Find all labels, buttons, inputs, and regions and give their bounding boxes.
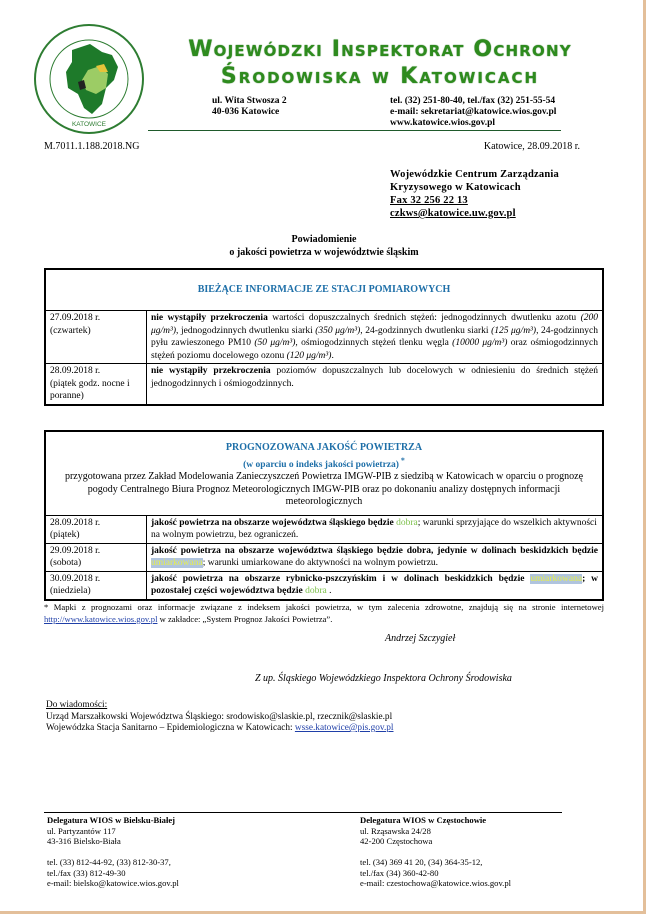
row-text-cell [147, 364, 604, 405]
cc-recipient-text: Wojewódzka Stacja Sanitarno – Epidemiologiczna w Katowicach: [46, 723, 295, 733]
branch-email: e-mail: czestochowa@katowice.wios.gov.pl [360, 878, 512, 888]
cc-heading: Do wiadomości: [46, 700, 108, 710]
row-day: (czwartek) [50, 325, 91, 336]
signatory-role: Z up. Śląskiego Wojewódzkiego Inspektora Ochrony Środowiska [255, 673, 512, 684]
svg-text:KATOWICE: KATOWICE [71, 121, 107, 128]
row-day: (niedziela) [50, 586, 91, 597]
row-text: jakość powietrza na obszarze województwa śląskiego będzie dobra, jedynie w dolinach beskidzkich będzie [151, 545, 598, 556]
row-status: nie wystąpiły przekroczenia [151, 313, 268, 323]
recipient-line2: Kryzysowego w Katowicach [390, 182, 521, 193]
branch-email: e-mail: bielsko@katowice.wios.gov.pl [47, 878, 179, 888]
footer-divider [44, 812, 562, 813]
row-text: jakość powietrza na obszarze województwa śląskiego będzie [151, 517, 397, 528]
air-quality-level-good: dobra [305, 586, 327, 597]
org-address [212, 96, 287, 118]
row-status: nie wystąpiły przekroczenia [151, 366, 271, 376]
branch-title: Delegatura WIOS w Bielsku-Białej [47, 815, 176, 825]
current-measurements-table [44, 268, 604, 406]
branch-phone: tel. (33) 812-44-92, (33) 812-30-37, [47, 857, 171, 867]
row-date-cell [45, 364, 147, 405]
row-date: 29.09.2018 r. [50, 545, 101, 556]
row-day: (piątek godz. nocne i poranne) [50, 378, 130, 401]
row-text: jakość powietrza na obszarze rybnicko-pszczyńskim i w dolinach beskidzkich będzie [151, 573, 531, 584]
reference-number: M.7011.1.188.2018.NG [44, 141, 140, 152]
notice-title: Powiadomienie [291, 234, 357, 245]
row-text: . [331, 350, 334, 361]
row-text: ; w pozostałej części województwa będzie [151, 573, 598, 597]
org-title-line1: Wojewódzki Inspektorat Ochrony [188, 37, 572, 62]
row-date: 30.09.2018 r. [50, 573, 101, 584]
forecast-header-cell [45, 431, 603, 515]
row-text-cell [147, 311, 604, 364]
branch-czestochowa [360, 815, 511, 889]
row-text: . [326, 586, 332, 597]
forecast-subheading-text: (w oparciu o indeks jakości powietrza) [243, 459, 399, 470]
row-text: , jednogodzinnych dwutlenku siarki [176, 325, 316, 336]
recipient-fax: Fax 32 256 22 13 [390, 195, 468, 206]
notice-heading [44, 233, 604, 259]
table-row [45, 571, 603, 600]
limit-value: (125 μg/m³) [491, 325, 537, 336]
recipient-block [390, 168, 559, 220]
recipient-email[interactable]: czkws@katowice.uw.gov.pl [390, 208, 516, 219]
footnote [44, 601, 604, 625]
branch-bielsko [47, 815, 179, 889]
wios-logo [32, 22, 146, 136]
branch-fax: tel./fax (33) 812-49-30 [47, 867, 126, 878]
cc-block [46, 700, 394, 735]
address-city: 40-036 Katowice [212, 107, 280, 117]
row-text-cell [147, 515, 604, 543]
branch-city: 43-316 Bielsko-Biała [47, 836, 121, 846]
branch-fax: tel./fax (34) 360-42-80 [360, 867, 439, 878]
contact-email: e-mail: sekretariat@katowice.wios.gov.pl [390, 107, 557, 117]
wsse-email-link[interactable]: wsse.katowice@pis.gov.pl [294, 723, 394, 733]
contact-website: www.katowice.wios.gov.pl [390, 118, 496, 128]
row-day: (piątek) [50, 530, 80, 541]
footnote-text: * Mapki z prognozami oraz informacje związane z indeksem jakości powietrza, w tym zalecenia zdrowotne, znajdują się na stronie internetowej [44, 602, 604, 612]
row-text: , 24-godzinnych pyłu zawieszonego PM10 [151, 325, 598, 348]
organization-title [150, 36, 610, 90]
table-row [45, 311, 603, 364]
cc-recipient: Urząd Marszałkowski Województwa Śląskiego: srodowisko@slaskie.pl, rzecznik@slaskie.pl [46, 711, 393, 722]
limit-value: (10000 μg/m³) [452, 338, 508, 348]
branch-title: Delegatura WIOS w Częstochowie [360, 815, 487, 825]
branch-street: ul. Partyzantów 117 [47, 825, 116, 836]
row-text-cell [147, 543, 604, 571]
footnote-marker: * [398, 455, 405, 465]
recipient-line1: Wojewódzkie Centrum Zarządzania [390, 169, 559, 180]
footnote-text: w zakładce: „System Prognoz Jakości Powietrza”. [157, 614, 333, 624]
limit-value: (350 μg/m³) [315, 325, 361, 336]
row-date: 28.09.2018 r. [50, 517, 101, 528]
air-quality-level-moderate: umiarkowana [530, 573, 583, 584]
signatory-name: Andrzej Szczygieł [385, 633, 456, 644]
logo-emblem-icon [32, 22, 146, 136]
limit-value: (200 μg/m³) [151, 313, 598, 336]
wios-website-link[interactable]: http://www.katowice.wios.gov.pl [44, 614, 158, 624]
address-street: ul. Wita Stwosza 2 [212, 96, 287, 106]
forecast-table [44, 430, 604, 601]
row-date: 28.09.2018 r. [50, 366, 101, 376]
row-text: ; warunki umiarkowane do aktywności na wolnym powietrzu. [202, 558, 439, 569]
forecast-section-heading: PROGNOZOWANA JAKOŚĆ POWIETRZA [225, 442, 423, 453]
row-date-cell [45, 515, 147, 543]
row-text-cell [147, 571, 604, 600]
row-text: wartości dopuszczalnych średnich stężeń: jednogodzinnych dwutlenku azotu [267, 313, 581, 323]
table-row [45, 515, 603, 543]
forecast-description: przygotowana przez Zakład Modelowania Zanieczyszczeń Powietrza IMGW-PIB z siedzibą w Katowicach w oparciu o prognozę pogody Centralnego Biura Prognoz Meteorologicznych IMGW-PIB oraz po dokonaniu analizy dostępnych informacji meteorologicznych [64, 471, 584, 508]
branch-street: ul. Rząsawska 24/28 [360, 825, 431, 836]
air-quality-level-moderate: umiarkowana [151, 558, 203, 569]
header-divider [148, 130, 561, 131]
org-title-line2: Środowiska w Katowicach [220, 64, 540, 89]
forecast-subheading [52, 455, 596, 472]
org-contact [390, 96, 556, 129]
table-row [45, 364, 603, 405]
branch-phone: tel. (34) 369 41 20, (34) 364-35-12, [360, 857, 483, 867]
air-quality-level-good: dobra [396, 517, 418, 528]
place-date: Katowice, 28.09.2018 r. [483, 141, 580, 152]
table-row [45, 543, 603, 571]
row-text: oraz ośmiogodzinnych stężeń poziomu docelowego ozonu [151, 338, 598, 361]
current-section-heading: BIEŻĄCE INFORMACJE ZE STACJI POMIAROWYCH [45, 269, 603, 311]
row-date-cell [45, 311, 147, 364]
row-date-cell [45, 571, 147, 600]
row-date: 27.09.2018 r. [50, 313, 101, 323]
row-day: (sobota) [50, 558, 82, 569]
row-date-cell [45, 543, 147, 571]
notice-subtitle: o jakości powietrza w województwie śląskim [229, 247, 419, 258]
limit-value: (120 μg/m³) [286, 350, 332, 361]
limit-value: (50 μg/m³) [254, 338, 296, 348]
row-text: poziomów dopuszczalnych lub docelowych w odniesieniu do średnich stężeń jednogodzinnych i ośmiogodzinnych. [151, 366, 598, 389]
contact-phone: tel. (32) 251-80-40, tel./fax (32) 251-55-54 [390, 96, 556, 106]
row-text: , 24-godzinnych dwutlenku siarki [360, 325, 492, 336]
cc-recipient [46, 723, 394, 735]
row-text: ; warunki sprzyjające do wszelkich aktywności na wolnym powietrzu, bez ograniczeń. [151, 517, 597, 541]
row-text: , ośmiogodzinnych stężeń tlenku węgla [295, 338, 453, 348]
branch-city: 42-200 Częstochowa [360, 836, 433, 846]
